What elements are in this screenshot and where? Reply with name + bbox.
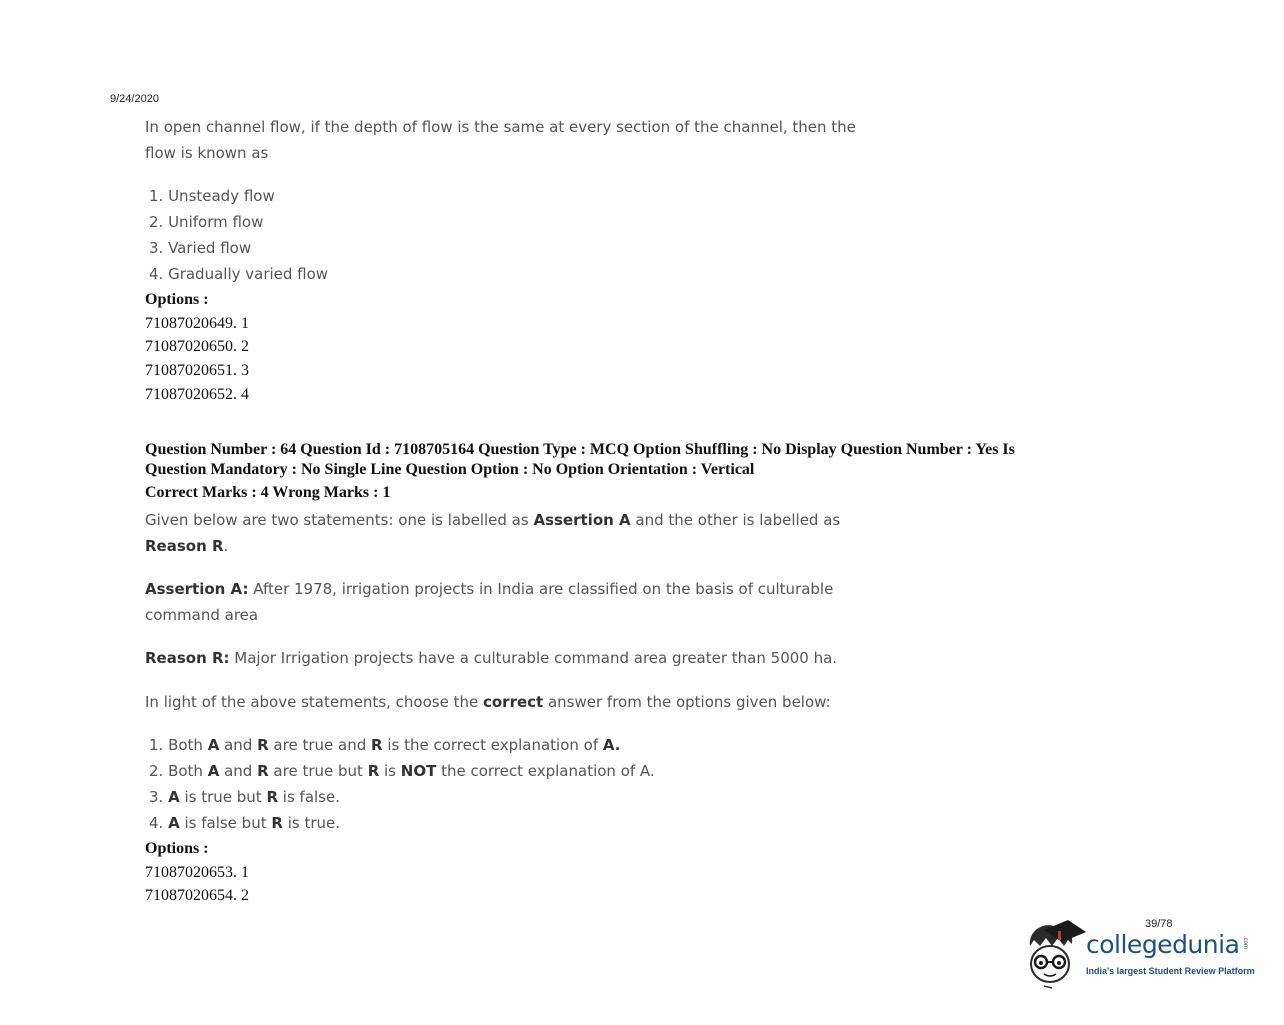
q63-choice-list — [149, 183, 328, 287]
q64-intro-text-a: Given below are two statements: one is labelled as — [145, 511, 534, 529]
q63-choice-3: 3. Varied flow — [149, 239, 252, 257]
q64-c2-t3: R — [257, 762, 269, 780]
q64-meta-line-1: Question Number : 64 Question Id : 7108705164 Question Type : MCQ Option Shuffling : No Display Question Number : Yes Is — [145, 441, 1015, 458]
q64-c3-t4: is false. — [278, 788, 340, 806]
q64-instruction — [145, 689, 831, 715]
q64-c2-t2: and — [219, 762, 258, 780]
q64-reason — [145, 645, 837, 671]
q64-c3-t1: A — [168, 788, 180, 806]
q64-reason-line — [145, 645, 837, 671]
mascot-icon — [1024, 918, 1088, 990]
q63-choice-4: 4. Gradually varied flow — [149, 265, 329, 283]
q64-reason-label: Reason R: — [145, 649, 230, 667]
q63-options — [145, 288, 249, 406]
q64-c1-t6: is the correct explanation of — [382, 736, 603, 754]
q64-c1-t5: R — [371, 736, 383, 754]
q64-c4-t1: A — [168, 814, 180, 832]
q64-instr-a: In light of the above statements, choose the — [145, 693, 483, 711]
q63-option-3: 71087020651. 3 — [145, 362, 249, 380]
q64-assertion-line-1 — [145, 576, 833, 602]
q64-c2-t0: 2. Both — [149, 762, 208, 780]
q63-options-label: Options : — [145, 291, 209, 308]
q64-c1-t4: are true and — [268, 736, 371, 754]
q64-intro-line-2 — [145, 533, 840, 559]
q64-c2-t5: R — [367, 762, 380, 780]
q64-choice-list — [149, 732, 655, 836]
page-number: 39/78 — [1145, 918, 1173, 930]
q64-instr-c: answer from the options given below: — [543, 693, 831, 711]
q64-c1-t1: A — [207, 736, 220, 754]
q64-c4-t4: is true. — [282, 814, 340, 832]
q63-stem — [145, 114, 856, 166]
q64-choice-2 — [149, 758, 655, 784]
q63-stem-line-2: flow is known as — [145, 144, 269, 162]
q64-assertion-line-2: command area — [145, 606, 259, 624]
q64-c2-t8: the correct explanation of A. — [436, 762, 655, 780]
q63-option-4: 71087020652. 4 — [145, 385, 249, 403]
q64-choice-3 — [149, 784, 655, 810]
q64-intro-line-1 — [145, 507, 840, 533]
q64-options-label: Options : — [145, 840, 209, 857]
q64-intro — [145, 507, 840, 559]
q64-intro-text-e: . — [223, 537, 229, 555]
q64-c4-t3: R — [271, 814, 283, 832]
q64-c2-t4: are true but — [268, 762, 368, 780]
q64-choice-4 — [149, 810, 655, 836]
q64-c3-t3: R — [266, 788, 279, 806]
q64-choice-1 — [149, 732, 655, 758]
q63-option-1: 71087020649. 1 — [145, 314, 249, 332]
q64-c3-t2: is true but — [179, 788, 267, 806]
q64-c4-t2: is false but — [179, 814, 272, 832]
logo-wordmark: collegedunia — [1086, 930, 1240, 959]
q64-intro-assertion-a: Assertion A — [533, 511, 631, 529]
q64-intro-reason-r: Reason R — [145, 537, 224, 555]
q64-c4-t0: 4. — [149, 814, 169, 832]
q64-instruction-line — [145, 689, 831, 715]
q64-c1-t0: 1. Both — [149, 736, 208, 754]
q64-option-2: 71087020654. 2 — [145, 887, 249, 905]
q64-c3-t0: 3. — [149, 788, 169, 806]
logo-com: .com — [1242, 936, 1248, 950]
q64-c1-t2: and — [219, 736, 258, 754]
logo-tagline: India's largest Student Review Platform — [1086, 966, 1255, 976]
q63-choice-1: 1. Unsteady flow — [149, 187, 275, 205]
q64-intro-text-c: and the other is labelled as — [630, 511, 841, 529]
print-date: 9/24/2020 — [110, 93, 159, 105]
q64-meta-line-2: Question Mandatory : No Single Line Question Option : No Option Orientation : Vertical — [145, 461, 755, 478]
q64-reason-text: Major Irrigation projects have a culturable command area greater than 5000 ha. — [229, 649, 838, 667]
q63-choice-2: 2. Uniform flow — [149, 213, 264, 231]
q64-c1-t7: A. — [602, 736, 621, 754]
q64-assertion-label: Assertion A: — [145, 580, 249, 598]
q64-c2-t7: NOT — [400, 762, 437, 780]
q64-assertion-text: After 1978, irrigation projects in India are classified on the basis of culturable — [248, 580, 834, 598]
q64-c1-t3: R — [257, 736, 269, 754]
q63-option-2: 71087020650. 2 — [145, 338, 249, 356]
q64-marks: Correct Marks : 4 Wrong Marks : 1 — [145, 484, 391, 501]
collegedunia-logo — [1024, 918, 1254, 990]
q64-c2-t6: is — [379, 762, 401, 780]
q63-stem-line-1: In open channel flow, if the depth of flow is the same at every section of the channel, then the — [145, 118, 856, 136]
q64-meta — [145, 440, 1105, 503]
q64-option-1: 71087020653. 1 — [145, 863, 249, 881]
q64-c2-t1: A — [207, 762, 220, 780]
q64-assertion — [145, 576, 833, 628]
q64-options — [145, 837, 249, 908]
q64-instr-correct: correct — [482, 693, 544, 711]
